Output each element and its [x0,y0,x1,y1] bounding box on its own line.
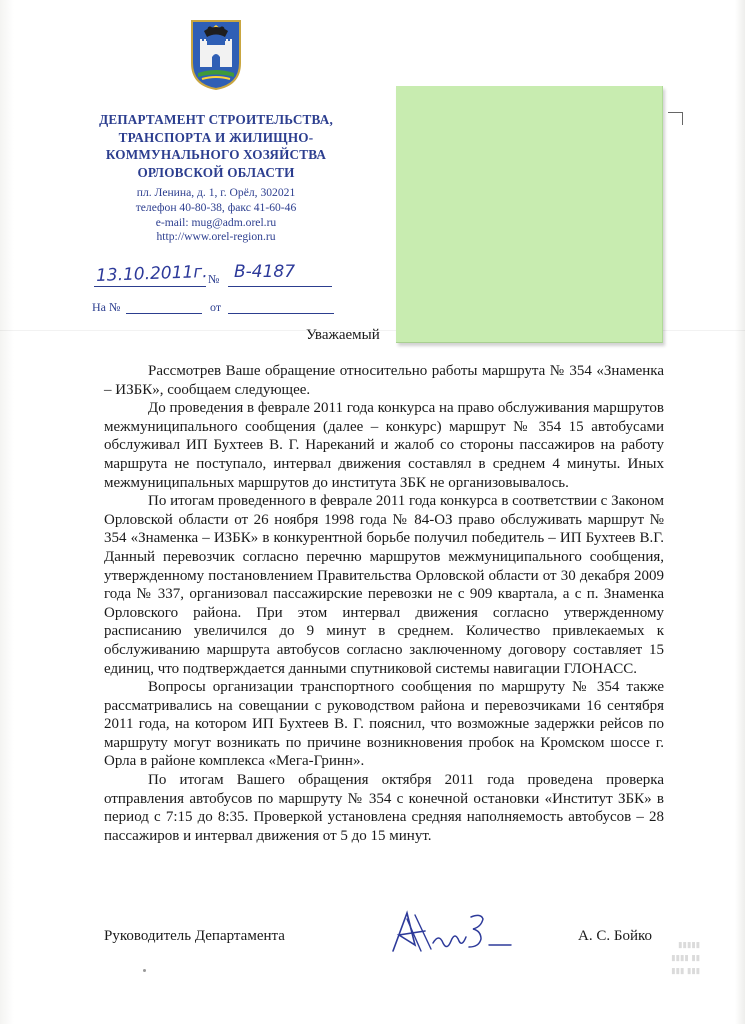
number-label: № [208,272,220,286]
registration-date: 13.10.2011г. [95,262,208,286]
paragraph: По итогам проведенного в феврале 2011 года конкурса в соответствии с Законом Орловской области от 26 ноября 1998 года № 84-ОЗ право обслуживать маршрут № 354 «Знаменка – ИЗБК» в конкурентной борьбе получил победитель – ИП Бухтеев В.Г. Данный перевозчик согласно перечню маршрутов межмуниципального сообщения, утвержденному постановлением Правительства Орловской области от 30 декабря 2009 года № 337, организовал пассажирские перевозки не с 909 квартала, а с п. Знаменка Орловского района. При этом интервал движения согласно утвержденному расписанию увеличился до 9 минут в среднем. Количество привлекаемых к обслуживанию маршрута автобусов согласно заключенному договору составляет 15 единиц, что подтверждается данными спутниковой системы навигации ГЛОНАСС. [104,493,664,677]
department-name [82,111,350,181]
department-name-line: ТРАНСПОРТА И ЖИЛИЩНО- [118,129,314,145]
email-line: e-mail: mug@adm.orel.ru [155,215,277,229]
department-address [100,186,332,245]
reply-to-label: На № [92,300,121,314]
letter-body [104,362,664,845]
signatory-name: А. С. Бойко [578,928,653,944]
show-through-marks: ▮▮▮ ▮▮▮ ▮▮ ▮▮▮▮ ▮▮▮▮▮ [671,941,700,976]
address-corner-mark [668,112,683,125]
signatory-title: Руководитель Департамента [104,928,285,944]
salutation: Уважаемый [306,327,380,343]
reply-date-blank [228,313,334,314]
paper-speck [143,969,146,972]
phone-fax-line: телефон 40-80-38, факс 41-60-46 [135,200,297,214]
handwritten-signature-icon [385,905,517,961]
paragraph: До проведения в феврале 2011 года конкурса на право обслуживания маршрутов межмуниципального сообщения (далее – конкурс) маршрут № 354 15 автобусами обслуживал ИП Бухтеев В. Г. Нареканий и жалоб со стороны пассажиров на работу маршрута не поступало, интервал движения составлял в среднем 4 минуты. Иных межмуниципальных маршрутов до института ЗБК не организовывалось. [104,400,664,491]
from-label: от [210,300,222,314]
reply-number-blank [126,313,202,314]
department-name-line: ОРЛОВСКОЙ ОБЛАСТИ [137,164,295,180]
paragraph: Рассмотрев Ваше обращение относительно работы маршрута № 354 «Знаменка – ИЗБК», сообщаем следующее. [104,363,664,398]
department-name-line: ДЕПАРТАМЕНТ СТРОИТЕЛЬСТВА, [99,112,333,127]
paragraph: По итогам Вашего обращения октября 2011 года проведена проверка отправления автобусов по маршруту № 354 с конечной остановки «Институт ЗБК» в период с 7:15 до 8:35. Проверкой установлена средняя наполняемость автобусов – 28 пассажиров и интервал движения от 5 до 15 минут. [104,772,664,844]
registration-number: В-4187 [234,262,296,282]
address-line: пл. Ленина, д. 1, г. Орёл, 302021 [136,186,296,199]
number-underline [228,264,332,287]
reply-reference-line [92,300,342,316]
paragraph: Вопросы организации транспортного сообщения по маршруту № 354 также рассматривались на совещании с руководством района и перевозчиками 16 сентября 2011 года, на котором ИП Бухтеев В. Г. пояснил, что возможные задержки рейсов по маршруту могут возникать по причине возникновения пробок на Кромском шоссе г. Орла в районе комплекса «Мега-Гринн». [104,679,664,770]
registration-line [86,264,348,288]
department-name-line: КОММУНАЛЬНОГО ХОЗЯЙСТВА [105,147,327,162]
date-underline [94,264,206,287]
website-line: http://www.orel-region.ru [156,230,276,244]
coat-of-arms-icon [190,19,242,91]
sticky-note-redaction [396,86,663,343]
